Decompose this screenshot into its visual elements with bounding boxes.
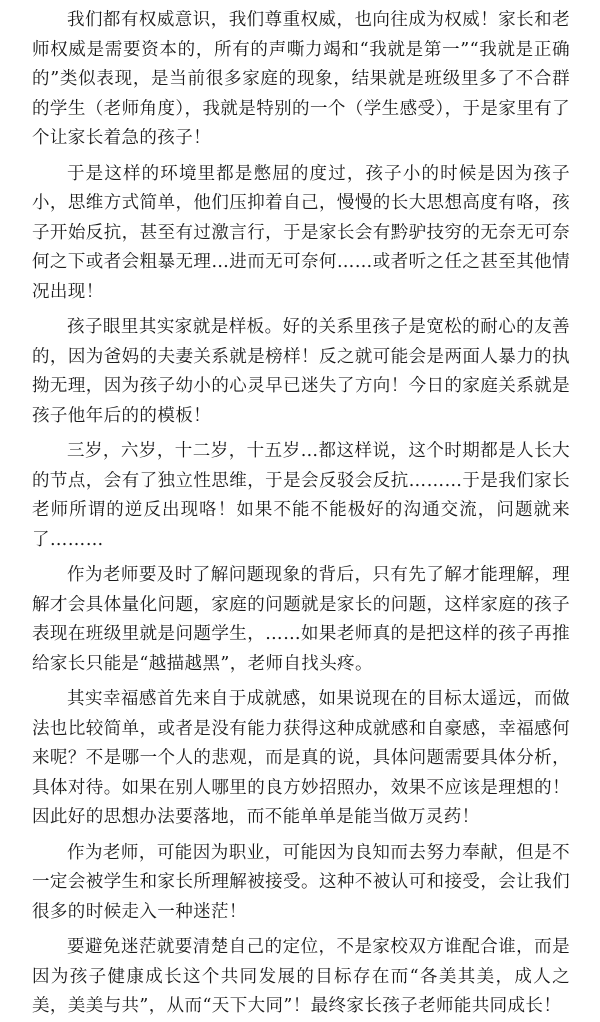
paragraph-5: 作为老师要及时了解问题现象的背后，只有先了解才能理解，理解才会具体量化问题，家庭的问题就是家长的问题，这样家庭的孩子表现在班级里就是问题学生，……如果老师真的是把这样的孩子再推给家长只能是“越描越黑”，老师自找头疼。 bbox=[32, 565, 570, 674]
paragraph-3: 孩子眼里其实家就是样板。好的关系里孩子是宽松的耐心的友善的，因为爸妈的夫妻关系就是榜样！反之就可能会是两面人暴力的执拗无理，因为孩子幼小的心灵早已迷失了方向！今日的家庭关系就是孩子他年后的的模板！ bbox=[32, 317, 570, 426]
paragraph-6: 其实幸福感首先来自于成就感，如果说现在的目标太遥远，而做法也比较简单，或者是没有能力获得这种成就感和自豪感，幸福感何来呢？不是哪一个人的悲观，而是真的说，具体问题需要具体分析，具体对待。如果在别人哪里的良方妙招照办，效果不应该是理想的！因此好的思想办法要落地，而不能单单是能当做万灵药！ bbox=[32, 689, 570, 827]
paragraph-2: 于是这样的环境里都是憋屈的度过，孩子小的时候是因为孩子小，思维方式简单，他们压抑着自己，慢慢的长大思想高度有咯，孩子开始反抗，甚至有过激言行，于是家长会有黔驴技穷的无奈无可奈何之下或者会粗暴无理…进而无可奈何……或者听之任之甚至其他情况出现！ bbox=[32, 163, 570, 302]
paragraph-8: 要避免迷茫就要清楚自己的定位，不是家校双方谁配合谁，而是因为孩子健康成长这个共同发展的目标存在而“各美其美，成人之美，美美与共”，从而“天下大同”！最终家长孩子老师能共同成长！ bbox=[32, 937, 570, 1016]
paragraph-4: 三岁，六岁，十二岁，十五岁…都这样说，这个时期都是人长大的节点，会有了独立性思维，于是会反驳会反抗………于是我们家长老师所谓的逆反出现咯！如果不能不能极好的沟通交流，问题就来了……… bbox=[32, 441, 570, 550]
paragraph-1: 我们都有权威意识，我们尊重权威，也向往成为权威！家长和老师权威是需要资本的，所有的声嘶力竭和“我就是第一”“我就是正确的”类似表现，是当前很多家庭的现象，结果就是班级里多了不合群的学生（老师角度），我就是特别的一个（学生感受），于是家里有了个让家长着急的孩子！ bbox=[32, 10, 570, 148]
paragraph-7: 作为老师，可能因为职业，可能因为良知而去努力奉献，但是不一定会被学生和家长所理解被接受。这种不被认可和接受，会让我们很多的时候走入一种迷茫！ bbox=[32, 842, 570, 922]
